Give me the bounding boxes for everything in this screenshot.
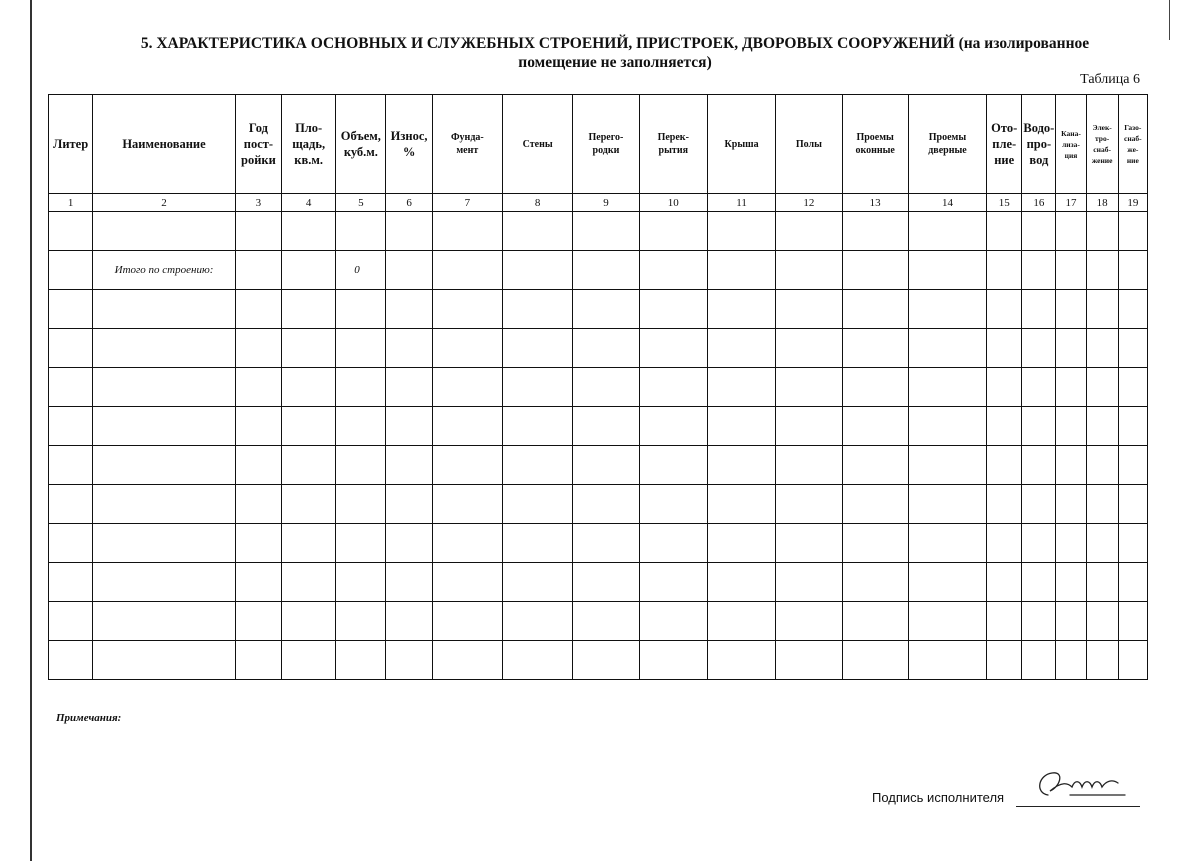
table-cell[interactable]	[1086, 485, 1118, 524]
notes-label: Примечания:	[56, 712, 122, 724]
table-cell[interactable]	[776, 368, 842, 407]
table-cell[interactable]	[707, 602, 775, 641]
table-row	[49, 602, 1148, 641]
table-cell[interactable]	[282, 251, 336, 290]
table-cell[interactable]	[336, 329, 386, 368]
table-cell[interactable]	[93, 485, 236, 524]
table-cell[interactable]	[987, 563, 1022, 602]
table-cell[interactable]	[503, 329, 573, 368]
column-header: Газо- снаб- же- ние	[1118, 95, 1147, 194]
table-cell[interactable]	[639, 251, 707, 290]
table-cell[interactable]	[1086, 602, 1118, 641]
column-header: Элек- тро- снаб- жение	[1086, 95, 1118, 194]
table-cell[interactable]	[908, 641, 986, 680]
table-cell[interactable]	[639, 329, 707, 368]
table-cell[interactable]	[432, 290, 502, 329]
column-number: 17	[1056, 194, 1086, 212]
table-cell[interactable]	[1118, 602, 1147, 641]
table-cell[interactable]	[573, 602, 639, 641]
table-cell[interactable]	[503, 446, 573, 485]
table-cell[interactable]	[987, 602, 1022, 641]
title-main: 5. ХАРАКТЕРИСТИКА ОСНОВНЫХ И СЛУЖЕБНЫХ СТРОЕНИЙ, ПРИСТРОЕК, ДВОРОВЫХ СООРУЖЕНИЙ	[140, 35, 955, 52]
column-number: 6	[386, 194, 432, 212]
table-cell[interactable]	[336, 407, 386, 446]
table-cell[interactable]	[908, 602, 986, 641]
column-header: Фунда- мент	[432, 95, 502, 194]
column-header: Год пост- ройки	[235, 95, 281, 194]
table-cell[interactable]	[707, 251, 775, 290]
table-cell[interactable]	[336, 446, 386, 485]
table-cell[interactable]	[336, 563, 386, 602]
table-cell[interactable]	[1056, 485, 1086, 524]
column-number: 18	[1086, 194, 1118, 212]
column-header: Наименование	[93, 95, 236, 194]
table-cell[interactable]	[987, 251, 1022, 290]
table-cell[interactable]	[432, 641, 502, 680]
table-cell[interactable]	[386, 446, 432, 485]
column-header: Литер	[49, 95, 93, 194]
table-cell[interactable]	[49, 212, 93, 251]
table-cell[interactable]	[503, 602, 573, 641]
table-cell[interactable]	[987, 329, 1022, 368]
table-cell[interactable]	[1022, 641, 1056, 680]
table-cell[interactable]	[639, 602, 707, 641]
column-header: Пло- щадь, кв.м.	[282, 95, 336, 194]
table-cell[interactable]	[235, 329, 281, 368]
table-cell[interactable]	[1022, 602, 1056, 641]
table-cell[interactable]	[707, 368, 775, 407]
table-cell[interactable]	[386, 290, 432, 329]
table-cell[interactable]	[707, 407, 775, 446]
table-cell[interactable]	[432, 524, 502, 563]
table-cell[interactable]	[842, 446, 908, 485]
column-number: 16	[1022, 194, 1056, 212]
table-cell[interactable]	[707, 563, 775, 602]
column-header: Стены	[503, 95, 573, 194]
table-cell[interactable]	[1022, 251, 1056, 290]
column-header: Полы	[776, 95, 842, 194]
table-cell[interactable]	[282, 602, 336, 641]
table-cell[interactable]	[639, 485, 707, 524]
table-row	[49, 446, 1148, 485]
table-cell[interactable]	[707, 212, 775, 251]
table-cell[interactable]	[908, 368, 986, 407]
table-cell[interactable]	[1022, 329, 1056, 368]
table-cell[interactable]	[282, 407, 336, 446]
table-cell[interactable]	[1118, 329, 1147, 368]
signature-image	[1030, 765, 1130, 805]
column-number: 11	[707, 194, 775, 212]
column-number: 3	[235, 194, 281, 212]
table-cell[interactable]	[1118, 524, 1147, 563]
table-cell[interactable]	[93, 524, 236, 563]
table-cell[interactable]	[336, 212, 386, 251]
table-cell[interactable]	[386, 641, 432, 680]
table-cell[interactable]	[235, 212, 281, 251]
table-cell[interactable]	[282, 641, 336, 680]
table-cell[interactable]	[386, 524, 432, 563]
table-cell[interactable]	[842, 329, 908, 368]
table-cell[interactable]	[908, 446, 986, 485]
table-cell[interactable]	[776, 212, 842, 251]
table-cell[interactable]	[639, 212, 707, 251]
table-cell[interactable]	[707, 524, 775, 563]
table-cell[interactable]	[503, 524, 573, 563]
table-cell[interactable]	[386, 368, 432, 407]
table-cell[interactable]	[842, 212, 908, 251]
table-cell[interactable]	[503, 290, 573, 329]
total-label: Итого по строению:	[93, 251, 236, 290]
table-row	[49, 212, 1148, 251]
table-cell[interactable]	[503, 212, 573, 251]
table-cell[interactable]	[282, 368, 336, 407]
table-cell[interactable]	[1022, 212, 1056, 251]
table-cell[interactable]	[1118, 446, 1147, 485]
table-row	[49, 407, 1148, 446]
table-cell[interactable]	[93, 602, 236, 641]
table-cell[interactable]	[93, 290, 236, 329]
table-cell[interactable]	[235, 446, 281, 485]
total-row	[49, 251, 1148, 290]
table-cell[interactable]	[842, 485, 908, 524]
table-cell[interactable]	[842, 524, 908, 563]
title-line2: помещение не заполняется)	[518, 54, 712, 71]
table-cell[interactable]	[1086, 251, 1118, 290]
table-cell[interactable]	[842, 563, 908, 602]
table-cell[interactable]	[776, 602, 842, 641]
table-cell[interactable]	[908, 251, 986, 290]
table-cell[interactable]	[639, 446, 707, 485]
table-cell[interactable]	[386, 485, 432, 524]
table-cell[interactable]	[908, 563, 986, 602]
table-cell[interactable]	[1056, 641, 1086, 680]
table-cell[interactable]	[503, 407, 573, 446]
table-cell[interactable]	[503, 251, 573, 290]
table-cell[interactable]	[282, 212, 336, 251]
table-cell[interactable]	[1086, 563, 1118, 602]
table-cell[interactable]	[1086, 290, 1118, 329]
column-header: Крыша	[707, 95, 775, 194]
table-cell[interactable]	[235, 290, 281, 329]
table-cell[interactable]	[1118, 251, 1147, 290]
column-number: 10	[639, 194, 707, 212]
table-cell[interactable]	[235, 407, 281, 446]
table-cell[interactable]	[908, 329, 986, 368]
table-cell[interactable]	[1118, 368, 1147, 407]
table-cell[interactable]	[1022, 563, 1056, 602]
column-number: 12	[776, 194, 842, 212]
table-cell[interactable]	[1022, 407, 1056, 446]
column-number: 5	[336, 194, 386, 212]
column-number: 9	[573, 194, 639, 212]
table-cell[interactable]	[639, 563, 707, 602]
table-cell[interactable]	[432, 251, 502, 290]
table-cell[interactable]	[49, 329, 93, 368]
table-cell[interactable]	[282, 485, 336, 524]
table-cell[interactable]	[336, 368, 386, 407]
table-cell[interactable]	[1086, 368, 1118, 407]
table-cell[interactable]	[842, 251, 908, 290]
column-number: 4	[282, 194, 336, 212]
table-cell[interactable]	[235, 251, 281, 290]
table-row	[49, 641, 1148, 680]
column-number: 19	[1118, 194, 1147, 212]
signature-label: Подпись исполнителя	[872, 790, 1005, 805]
table-cell[interactable]	[908, 524, 986, 563]
table-cell[interactable]	[235, 641, 281, 680]
table-cell[interactable]	[776, 446, 842, 485]
table-cell[interactable]	[573, 524, 639, 563]
table-cell[interactable]	[1086, 407, 1118, 446]
table-row	[49, 290, 1148, 329]
table-cell[interactable]	[987, 524, 1022, 563]
table-cell[interactable]	[386, 329, 432, 368]
table-cell[interactable]	[987, 407, 1022, 446]
table-cell[interactable]	[235, 485, 281, 524]
table-cell[interactable]	[93, 563, 236, 602]
table-cell[interactable]	[776, 290, 842, 329]
table-cell[interactable]	[573, 212, 639, 251]
table-row	[49, 524, 1148, 563]
table-cell[interactable]	[235, 563, 281, 602]
table-cell[interactable]	[503, 368, 573, 407]
table-cell[interactable]	[1022, 485, 1056, 524]
table-cell[interactable]	[776, 329, 842, 368]
table-row	[49, 329, 1148, 368]
table-cell[interactable]	[776, 485, 842, 524]
table-cell[interactable]	[432, 368, 502, 407]
table-cell[interactable]	[432, 563, 502, 602]
table-cell[interactable]	[1022, 368, 1056, 407]
table-cell[interactable]	[639, 641, 707, 680]
table-cell[interactable]	[432, 407, 502, 446]
table-cell[interactable]	[776, 407, 842, 446]
table-cell[interactable]	[1086, 329, 1118, 368]
table-cell[interactable]	[842, 290, 908, 329]
table-label: Таблица 6	[1080, 72, 1140, 87]
table-cell[interactable]	[573, 290, 639, 329]
column-header: Перек- рытия	[639, 95, 707, 194]
column-header: Проемы оконные	[842, 95, 908, 194]
table-cell[interactable]	[282, 563, 336, 602]
table-cell[interactable]	[1118, 563, 1147, 602]
table-cell[interactable]	[1022, 524, 1056, 563]
table-cell[interactable]	[776, 251, 842, 290]
table-cell[interactable]	[842, 407, 908, 446]
table-cell[interactable]	[282, 524, 336, 563]
table-cell[interactable]	[1118, 407, 1147, 446]
table-cell[interactable]	[93, 407, 236, 446]
table-cell[interactable]	[503, 641, 573, 680]
table-cell[interactable]	[93, 641, 236, 680]
column-header: Проемы дверные	[908, 95, 986, 194]
table-cell[interactable]	[776, 524, 842, 563]
table-cell[interactable]	[707, 446, 775, 485]
table-cell[interactable]	[1056, 212, 1086, 251]
table-cell[interactable]	[386, 212, 432, 251]
table-cell[interactable]	[235, 368, 281, 407]
table-cell[interactable]	[336, 602, 386, 641]
total-volume: 0	[336, 251, 386, 290]
column-header: Ото- пле- ние	[987, 95, 1022, 194]
table-cell[interactable]	[776, 641, 842, 680]
table-cell[interactable]	[987, 641, 1022, 680]
table-cell[interactable]	[49, 641, 93, 680]
table-cell[interactable]	[503, 563, 573, 602]
table-cell[interactable]	[1118, 641, 1147, 680]
signature-line	[1016, 806, 1140, 807]
table-cell[interactable]	[987, 212, 1022, 251]
column-header: Водо- про- вод	[1022, 95, 1056, 194]
column-header: Перего- родки	[573, 95, 639, 194]
table-cell[interactable]	[707, 485, 775, 524]
table-cell[interactable]	[432, 446, 502, 485]
table-row	[49, 485, 1148, 524]
table-cell[interactable]	[1086, 641, 1118, 680]
table-cell[interactable]	[386, 563, 432, 602]
table-cell[interactable]	[432, 212, 502, 251]
table-row	[49, 563, 1148, 602]
table-cell[interactable]	[1056, 251, 1086, 290]
table-cell[interactable]	[1056, 524, 1086, 563]
table-cell[interactable]	[1022, 446, 1056, 485]
table-cell[interactable]	[1056, 329, 1086, 368]
table-cell[interactable]	[49, 368, 93, 407]
table-cell[interactable]	[49, 290, 93, 329]
table-cell[interactable]	[93, 212, 236, 251]
table-cell[interactable]	[573, 563, 639, 602]
table-cell[interactable]	[908, 212, 986, 251]
table-cell[interactable]	[1086, 446, 1118, 485]
table-cell[interactable]	[1086, 524, 1118, 563]
table-cell[interactable]	[1056, 407, 1086, 446]
buildings-table	[48, 94, 1148, 680]
table-cell[interactable]	[49, 602, 93, 641]
table-cell[interactable]	[707, 290, 775, 329]
table-cell[interactable]	[432, 329, 502, 368]
table-cell[interactable]	[639, 290, 707, 329]
table-cell[interactable]	[1118, 212, 1147, 251]
table-cell[interactable]	[386, 407, 432, 446]
table-cell[interactable]	[707, 329, 775, 368]
table-cell[interactable]	[1056, 446, 1086, 485]
table-cell[interactable]	[49, 251, 93, 290]
table-cell[interactable]	[1056, 563, 1086, 602]
table-cell[interactable]	[639, 524, 707, 563]
table-cell[interactable]	[908, 290, 986, 329]
table-cell[interactable]	[987, 290, 1022, 329]
table-cell[interactable]	[93, 368, 236, 407]
table-cell[interactable]	[1118, 290, 1147, 329]
table-cell[interactable]	[776, 563, 842, 602]
title-paren: (на изолированное	[954, 35, 1090, 52]
table-cell[interactable]	[987, 368, 1022, 407]
table-cell[interactable]	[1056, 290, 1086, 329]
table-cell[interactable]	[707, 641, 775, 680]
table-cell[interactable]	[573, 251, 639, 290]
table-cell[interactable]	[49, 524, 93, 563]
table-cell[interactable]	[639, 368, 707, 407]
table-cell[interactable]	[1056, 368, 1086, 407]
table-cell[interactable]	[842, 368, 908, 407]
table-cell[interactable]	[842, 641, 908, 680]
column-header: Износ, %	[386, 95, 432, 194]
table-cell[interactable]	[573, 446, 639, 485]
table-cell[interactable]	[573, 485, 639, 524]
table-cell[interactable]	[842, 602, 908, 641]
page-edge-left	[30, 0, 32, 861]
table-cell[interactable]	[282, 329, 336, 368]
table-cell[interactable]	[49, 446, 93, 485]
table-cell[interactable]	[1022, 290, 1056, 329]
table-cell[interactable]	[282, 446, 336, 485]
column-number: 13	[842, 194, 908, 212]
column-number: 14	[908, 194, 986, 212]
table-cell[interactable]	[235, 524, 281, 563]
table-cell[interactable]	[386, 251, 432, 290]
table-cell[interactable]	[49, 485, 93, 524]
table-cell[interactable]	[573, 368, 639, 407]
column-number: 7	[432, 194, 502, 212]
column-number: 8	[503, 194, 573, 212]
table-cell[interactable]	[432, 485, 502, 524]
table-cell[interactable]	[573, 641, 639, 680]
table-cell[interactable]	[1056, 602, 1086, 641]
table-cell[interactable]	[386, 602, 432, 641]
table-cell[interactable]	[336, 641, 386, 680]
table-cell[interactable]	[432, 602, 502, 641]
table-cell[interactable]	[987, 446, 1022, 485]
table-cell[interactable]	[49, 407, 93, 446]
column-header: Объем, куб.м.	[336, 95, 386, 194]
column-number: 1	[49, 194, 93, 212]
table-cell[interactable]	[987, 485, 1022, 524]
table-cell[interactable]	[1118, 485, 1147, 524]
table-cell[interactable]	[908, 485, 986, 524]
column-header: Кана- лиза- ция	[1056, 95, 1086, 194]
table-cell[interactable]	[336, 524, 386, 563]
table-cell[interactable]	[908, 407, 986, 446]
table-cell[interactable]	[282, 290, 336, 329]
section-title	[60, 34, 1170, 72]
table-cell[interactable]	[573, 407, 639, 446]
table-cell[interactable]	[235, 602, 281, 641]
table-cell[interactable]	[573, 329, 639, 368]
table-cell[interactable]	[503, 485, 573, 524]
table-cell[interactable]	[93, 329, 236, 368]
table-cell[interactable]	[639, 407, 707, 446]
table-cell[interactable]	[49, 563, 93, 602]
table-row	[49, 368, 1148, 407]
table-cell[interactable]	[93, 446, 236, 485]
table-cell[interactable]	[336, 485, 386, 524]
column-number: 2	[93, 194, 236, 212]
column-number: 15	[987, 194, 1022, 212]
table-cell[interactable]	[336, 290, 386, 329]
table-cell[interactable]	[1086, 212, 1118, 251]
